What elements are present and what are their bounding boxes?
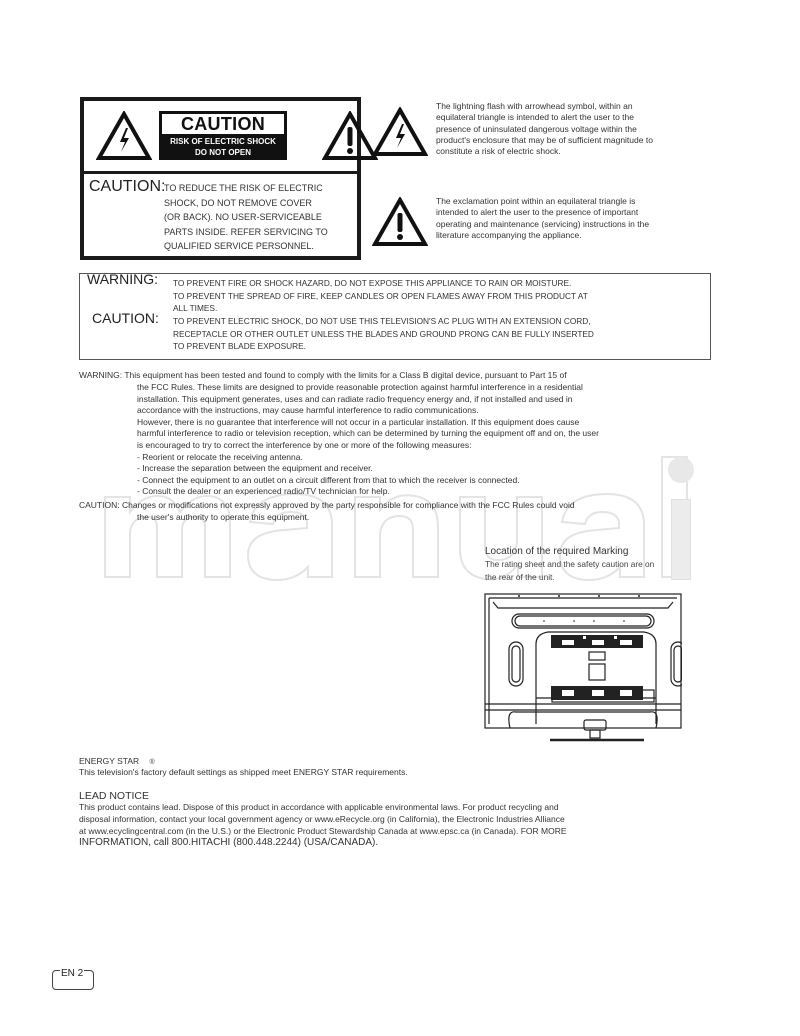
panel-divider [84, 171, 357, 174]
watermark-i-dot [668, 457, 694, 483]
fcc-caution-first-line: CAUTION: Changes or modifications not expressly approved by the party responsible for compliance with the FCC Rules could void [79, 500, 575, 510]
fcc-measure: - Connect the equipment to an outlet on a circuit different from that to which the receiver is connected. [137, 474, 520, 485]
description-line: equilateral triangle is intended to alert the user to the [436, 112, 634, 123]
fcc-measure: - Consult the dealer or an experienced radio/TV technician for help. [137, 486, 390, 497]
caution-text [173, 315, 703, 353]
warning-line: TO PREVENT THE SPREAD OF FIRE, KEEP CANDLES OR OPEN FLAMES AWAY FROM THIS PRODUCT AT [173, 290, 588, 301]
fcc-measure: - Reorient or relocate the receiving antenna. [137, 451, 303, 462]
caution-sign-line1: RISK OF ELECTRIC SHOCK [170, 137, 276, 146]
lead-notice-body [79, 801, 619, 849]
fcc-line: However, there is no guarantee that interference will not occur in a particular installation. If this equipment does cause [137, 416, 580, 427]
caution-line: TO PREVENT BLADE EXPOSURE. [173, 341, 306, 351]
lead-notice-title: LEAD NOTICE [79, 790, 150, 802]
caution-heading: CAUTION: [89, 178, 166, 195]
description-line: operating and maintenance (servicing) instructions in the [436, 218, 650, 229]
caution-sign-title: CAUTION [180, 114, 266, 134]
energy-star-title: ENERGY STAR [79, 756, 140, 766]
fcc-warning-first-line: WARNING: This equipment has been tested and found to comply with the limits for a Class B digital device, pursuant to Part 15 of [79, 370, 567, 380]
exclamation-triangle-icon [322, 111, 378, 161]
fcc-caution-second-line: the user's authority to operate this equipment. [137, 512, 310, 522]
caution-line: RECEPTACLE OR OTHER OUTLET UNLESS THE BLADES AND GROUND PRONG CAN BE FULLY INSERTED [173, 328, 594, 339]
energy-star-heading [79, 756, 155, 766]
caution-line: SHOCK, DO NOT REMOVE COVER [164, 197, 312, 208]
marking-line: The rating sheet and the safety caution are on [485, 559, 655, 569]
warning-caution-box [79, 273, 711, 360]
description-line: literature accompanying the appliance. [436, 229, 582, 240]
caution-line: PARTS INSIDE. REFER SERVICING TO [164, 226, 328, 237]
caution-line: TO REDUCE THE RISK OF ELECTRIC [164, 183, 323, 193]
lightning-symbol-description [436, 101, 676, 157]
description-line: intended to alert the user to the presence of important [436, 207, 639, 218]
warning-text [173, 277, 703, 315]
fcc-line: accordance with the instructions, may cause harmful interference to radio communications. [137, 405, 479, 416]
warning-label: WARNING: [87, 271, 159, 287]
description-line: constitute a risk of electric shock. [436, 146, 561, 157]
warning-line: ALL TIMES. [173, 303, 218, 313]
tv-rear-view-diagram [484, 592, 682, 744]
energy-star-note: This television's factory default settings as shipped meet ENERGY STAR requirements. [79, 767, 408, 777]
fcc-line: the FCC Rules. These limits are designed to provide reasonable protection against harmful interference in a residential [137, 382, 583, 392]
caution-sign-subtitle [162, 134, 284, 157]
marking-title: Location of the required Marking [485, 546, 629, 557]
caution-label-panel [80, 97, 361, 260]
exclamation-triangle-icon [372, 197, 428, 247]
caution-line: TO PREVENT ELECTRIC SHOCK, DO NOT USE THIS TELEVISION'S AC PLUG WITH AN EXTENSION CORD, [173, 316, 591, 326]
description-line: The lightning flash with arrowhead symbol, within an [436, 101, 633, 111]
caution-label: CAUTION: [92, 310, 159, 326]
lightning-triangle-icon [372, 107, 428, 157]
lightning-triangle-icon [96, 111, 152, 161]
caution-sign-line2: DO NOT OPEN [194, 148, 251, 157]
exclamation-symbol-description [436, 196, 676, 241]
marking-line: the rear of the unit. [485, 572, 555, 582]
description-line: presence of uninsulated dangerous voltage within the [436, 123, 637, 134]
fcc-line: is encouraged to try to correct the interference by one or more of the following measures: [137, 439, 472, 450]
caution-line: (OR BACK). NO USER-SERVICEABLE [164, 212, 322, 222]
fcc-line: installation. This equipment generates, uses and can radiate radio frequency energy and, if not installed and used in [137, 393, 573, 404]
description-line: The exclamation point within an equilateral triangle is [436, 196, 636, 206]
caution-line: QUALIFIED SERVICE PERSONNEL. [164, 241, 314, 251]
marking-text [485, 558, 685, 584]
lead-notice-line: disposal information, contact your local government agency or www.eRecycle.org (in California), the Electronic Industries Alliance [79, 814, 565, 824]
registered-mark-icon: ® [149, 759, 155, 766]
caution-sign [159, 111, 287, 160]
lead-notice-line: at www.ecyclingcentral.com (in the U.S.) or the Electronic Product Stewardship Canada at www.epsc.ca (in Canada). FOR MORE [79, 826, 567, 836]
fcc-warning-body [137, 382, 657, 498]
warning-line: TO PREVENT FIRE OR SHOCK HAZARD, DO NOT EXPOSE THIS APPLIANCE TO RAIN OR MOISTURE. [173, 278, 572, 288]
lead-notice-line: This product contains lead. Dispose of this product in accordance with applicable environmental laws. For product recycling and [79, 802, 559, 812]
description-line: product's enclosure that may be of sufficient magnitude to [436, 134, 653, 145]
fcc-line: harmful interference to radio or television reception, which can be determined by turning the equipment off and on, the user [137, 428, 599, 439]
lead-notice-line: INFORMATION, call 800.HITACHI (800.448.2244) (USA/CANADA). [79, 837, 379, 848]
caution-body [164, 181, 354, 254]
fcc-measure: - Increase the separation between the equipment and receiver. [137, 463, 373, 474]
page-number: EN 2 [61, 968, 84, 979]
